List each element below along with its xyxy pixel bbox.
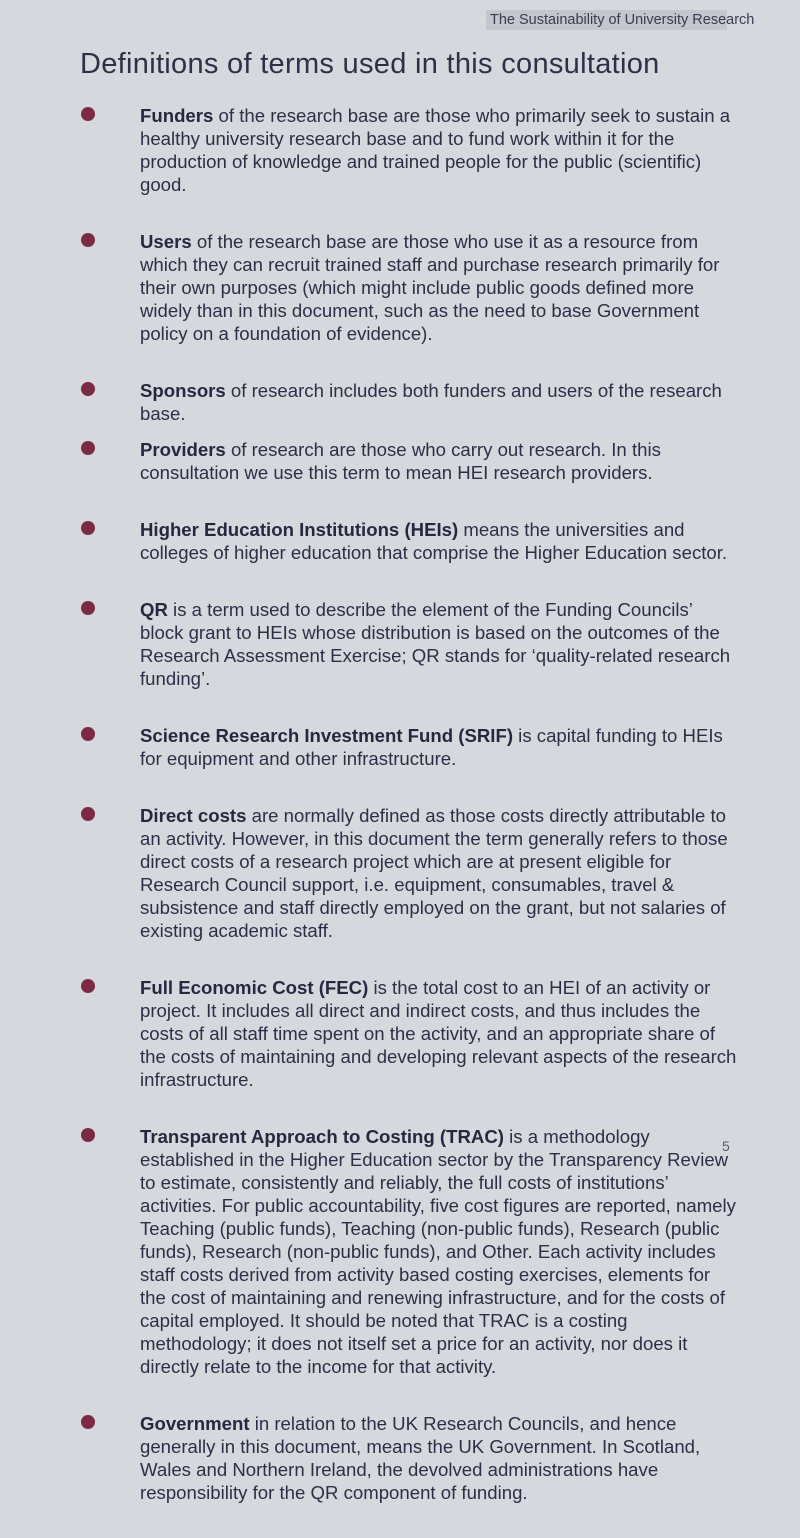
definition-text: are normally defined as those costs directly attributable to an activity. However, in this document the term generally refers to those direct costs of a research project which are at present eligible for Research Council support, i.e. equipment, consumables, travel & subsistence and staff directly employed on the grant, but not salaries of existing academic staff. [140,805,728,941]
definition-term: Higher Education Institutions (HEIs) [140,519,459,540]
bullet-icon [81,727,95,741]
definition-trac [0,1125,800,1378]
definition-term: Transparent Approach to Costing (TRAC) [140,1126,504,1147]
definition-qr [0,598,800,690]
definition-text: is a term used to describe the element of the Funding Councils’ block grant to HEIs whose distribution is based on the outcomes of the Research Assessment Exercise; QR stands for ‘quality-related research funding’. [140,599,731,689]
definition-term: Providers [140,439,226,460]
definition-fec [0,976,800,1091]
bullet-icon [81,441,95,455]
definition-term: Users [140,231,192,252]
page-title: Definitions of terms used in this consultation [80,48,660,80]
definition-government [0,1412,800,1504]
definition-term: Science Research Investment Fund (SRIF) [140,725,514,746]
definition-term: Direct costs [140,805,247,826]
definition-direct-costs [0,804,800,942]
bullet-icon [81,601,95,615]
definition-term: QR [140,599,168,620]
bullet-icon [81,1128,95,1142]
bullet-icon [81,233,95,247]
definition-text: is capital funding to HEIs for equipment and other infrastructure. [140,725,723,769]
definition-term: Sponsors [140,380,226,401]
definition-sponsors [0,379,800,425]
bullet-icon [81,979,95,993]
definition-text: in relation to the UK Research Councils, and hence generally in this document, means the UK Government. In Scotland, Wales and Northern Ireland, the devolved administrations have responsibility for the QR component of funding. [140,1413,701,1503]
bullet-icon [81,1415,95,1429]
definition-heis [0,518,800,564]
definition-srif [0,724,800,770]
definition-text: is the total cost to an HEI of an activity or project. It includes all direct and indirect costs, and thus includes the costs of all staff time spent on the activity, and an appropriate share of the costs of maintaining and developing relevant aspects of the research infrastructure. [140,977,737,1090]
definition-text: means the universities and colleges of higher education that comprise the Higher Education sector. [140,519,728,563]
definition-term: Government [140,1413,250,1434]
definitions-list [0,104,800,1538]
definition-text: is a methodology established in the Higher Education sector by the Transparency Review to estimate, consistently and reliably, the full costs of institutions’ activities. For public accountability, five cost figures are reported, namely Teaching (public funds), Teaching (non-public funds), Research (public funds), Research (non-public funds), and Other. Each activity includes staff costs derived from activity based costing exercises, elements for the cost of maintaining and renewing infrastructure, and for the costs of capital employed. It should be noted that TRAC is a costing methodology; it does not itself set a price for an activity, nor does it directly relate to the income for that activity. [140,1126,736,1377]
definition-text: of research includes both funders and users of the research base. [140,380,722,424]
running-header: The Sustainability of University Research [486,10,727,30]
bullet-icon [81,521,95,535]
definition-text: of the research base are those who primarily seek to sustain a healthy university research base and to fund work within it for the production of knowledge and trained people for the public (scientific) good. [140,105,731,195]
bullet-icon [81,807,95,821]
bullet-icon [81,382,95,396]
page-number: 5 [722,1138,730,1154]
definition-term: Funders [140,105,214,126]
definition-users [0,230,800,345]
definition-providers [0,438,800,484]
definition-text: of research are those who carry out research. In this consultation we use this term to mean HEI research providers. [140,439,661,483]
definition-text: of the research base are those who use it as a resource from which they can recruit trained staff and purchase research primarily for their own purposes (which might include public goods defined more widely than in this document, such as the need to base Government policy on a foundation of evidence). [140,231,720,344]
definition-term: Full Economic Cost (FEC) [140,977,369,998]
definition-funders [0,104,800,196]
bullet-icon [81,107,95,121]
